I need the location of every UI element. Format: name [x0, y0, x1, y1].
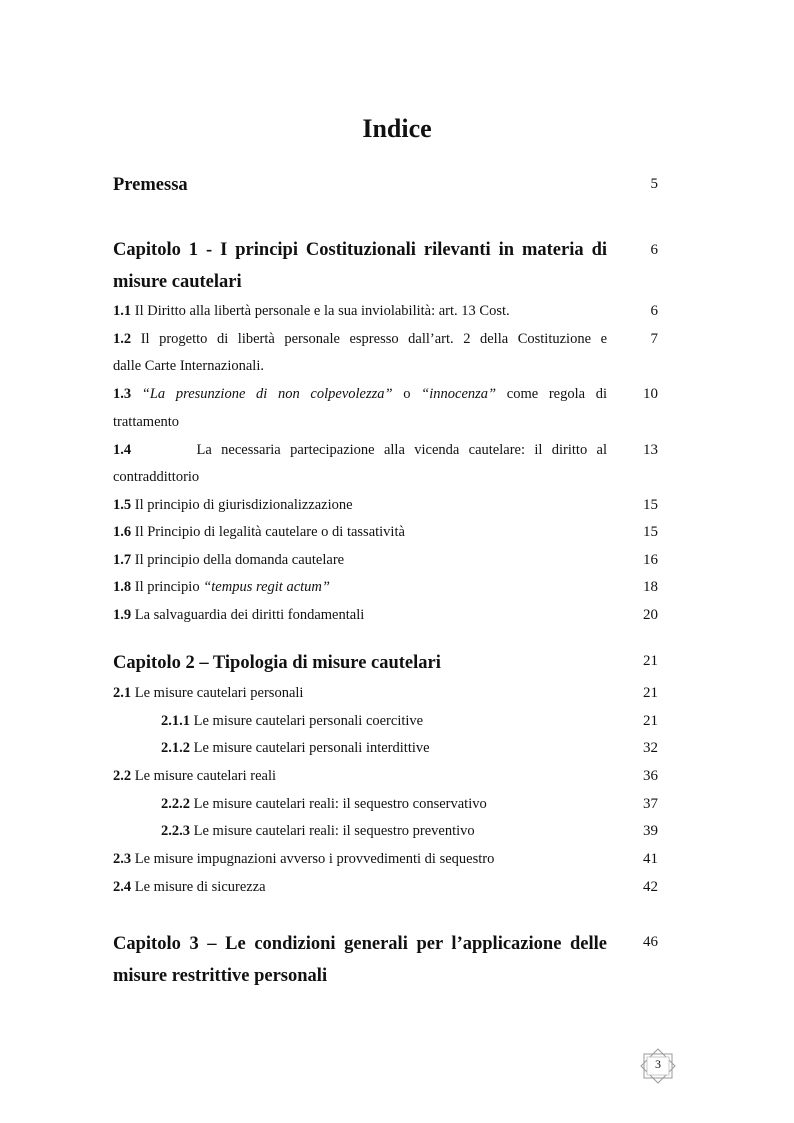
toc-entry-number: 1.2 — [113, 331, 132, 347]
toc-page-number: 5 — [650, 176, 658, 192]
toc-entry-text: come regola di — [496, 386, 608, 402]
toc-entry-2-2-2[interactable] — [161, 790, 607, 818]
toc-page-number: 7 — [650, 331, 658, 347]
toc-entry-1-6[interactable] — [113, 518, 607, 546]
toc-entry-1-3[interactable] — [113, 380, 607, 408]
toc-page-number: 39 — [643, 823, 658, 839]
toc-page-number: 6 — [650, 242, 658, 258]
toc-entry-number: 1.1 — [113, 303, 132, 319]
toc-page-number: 21 — [643, 713, 658, 729]
toc-entry-text: Il principio di giurisdizionalizzazione — [134, 497, 353, 513]
toc-entry-number: 1.3 — [113, 386, 132, 402]
toc-entry-1-3-cont[interactable]: trattamento — [113, 414, 180, 430]
toc-entry-number: 1.6 — [113, 524, 132, 540]
toc-entry-1-1[interactable] — [113, 297, 607, 325]
toc-entry-text: Le misure cautelari reali — [134, 768, 277, 784]
toc-entry-2-3[interactable] — [113, 845, 607, 873]
toc-chapter-1[interactable]: Capitolo 1 - I principi Costituzionali rilevanti in materia di — [113, 240, 607, 260]
toc-entry-1-2[interactable] — [113, 325, 607, 353]
toc-entry-1-2-cont[interactable]: dalle Carte Internazionali. — [113, 358, 264, 374]
toc-page-number: 36 — [643, 768, 658, 784]
toc-page-number: 18 — [643, 579, 658, 595]
toc-entry-number: 2.2.2 — [161, 796, 190, 812]
toc-entry-number: 2.3 — [113, 851, 132, 867]
toc-entry-2-2[interactable] — [113, 762, 607, 790]
toc-entry-2-2-3[interactable] — [161, 817, 607, 845]
toc-entry-number: 2.1.1 — [161, 713, 190, 729]
toc-entry-number: 2.4 — [113, 879, 132, 895]
toc-page-number: 37 — [643, 796, 658, 812]
toc-page-number: 15 — [643, 497, 658, 513]
toc-chapter-3[interactable]: Capitolo 3 – Le condizioni generali per l’applicazione delle — [113, 934, 607, 954]
toc-entry-text: Le misure cautelari personali interdittive — [193, 740, 430, 756]
toc-entry-number: 2.1.2 — [161, 740, 190, 756]
toc-entry-2-4[interactable] — [113, 873, 607, 901]
toc-entry-1-8[interactable] — [113, 573, 607, 601]
toc-page-number: 20 — [643, 607, 658, 623]
toc-entry-text: Il progetto di libertà personale espresso dall’art. 2 della Costituzione e — [140, 331, 608, 347]
toc-chapter-1-cont[interactable]: misure cautelari — [113, 272, 242, 292]
toc-entry-text: Le misure cautelari reali: il sequestro preventivo — [193, 823, 475, 839]
toc-entry-text: Le misure cautelari personali — [134, 685, 304, 701]
toc-entry-text: La salvaguardia dei diritti fondamentali — [134, 607, 365, 623]
toc-page-number: 42 — [643, 879, 658, 895]
toc-page-number: 10 — [643, 386, 658, 402]
toc-entry-text: Le misure cautelari personali coercitive — [193, 713, 424, 729]
toc-chapter-3-cont[interactable]: misure restrittive personali — [113, 966, 328, 986]
toc-entry-1-9[interactable] — [113, 601, 607, 629]
toc-entry-text: Il principio — [134, 579, 204, 595]
toc-entry-1-7[interactable] — [113, 546, 607, 574]
page-number-badge — [638, 1048, 678, 1084]
toc-page-number: 41 — [643, 851, 658, 867]
toc-entry-number: 1.9 — [113, 607, 132, 623]
page-number: 3 — [655, 1057, 661, 1071]
toc-entry-number: 1.8 — [113, 579, 132, 595]
toc-entry-1-4[interactable] — [113, 436, 607, 464]
toc-entry-italic: “innocenza” — [421, 386, 497, 402]
toc-page-number: 46 — [643, 934, 658, 950]
toc-chapter-2[interactable]: Capitolo 2 – Tipologia di misure cautelari — [113, 653, 441, 673]
toc-page-number: 6 — [650, 303, 658, 319]
toc-entry-text: La necessaria partecipazione alla vicenda cautelare: il diritto al — [196, 442, 607, 458]
toc-entry-text: Il principio della domanda cautelare — [134, 552, 345, 568]
toc-entry-text: Il Principio di legalità cautelare o di tassatività — [134, 524, 405, 540]
toc-entry-2-1-1[interactable] — [161, 707, 607, 735]
toc-entry-number: 2.2 — [113, 768, 132, 784]
toc-entry-2-1[interactable] — [113, 679, 607, 707]
toc-entry-italic: “tempus regit actum” — [203, 579, 330, 595]
toc-entry-text: o — [392, 386, 422, 402]
toc-page-number: 21 — [643, 653, 658, 669]
toc-page-number: 15 — [643, 524, 658, 540]
toc-entry-number: 2.1 — [113, 685, 132, 701]
toc-entry-number: 1.7 — [113, 552, 132, 568]
toc-entry-text: Le misure di sicurezza — [134, 879, 266, 895]
toc-entry-text: Il Diritto alla libertà personale e la sua inviolabilità: art. 13 Cost. — [134, 303, 510, 319]
toc-page-number: 21 — [643, 685, 658, 701]
toc-entry-number: 2.2.3 — [161, 823, 190, 839]
toc-entry-text: Le misure cautelari reali: il sequestro conservativo — [193, 796, 487, 812]
toc-entry-1-4-cont[interactable]: contraddittorio — [113, 469, 200, 485]
toc-page-number: 16 — [643, 552, 658, 568]
toc-entry-number: 1.4 — [113, 442, 132, 458]
toc-entry-italic: “La presunzione di non colpevolezza” — [141, 386, 393, 402]
toc-entry-1-5[interactable] — [113, 491, 607, 519]
toc-entry-2-1-2[interactable] — [161, 734, 607, 762]
toc-page-number: 13 — [643, 442, 658, 458]
page-title: Indice — [362, 114, 432, 143]
toc-page-number: 32 — [643, 740, 658, 756]
toc-entry-number: 1.5 — [113, 497, 132, 513]
toc-premessa[interactable]: Premessa — [113, 175, 188, 195]
toc-entry-text: Le misure impugnazioni avverso i provvedimenti di sequestro — [134, 851, 495, 867]
